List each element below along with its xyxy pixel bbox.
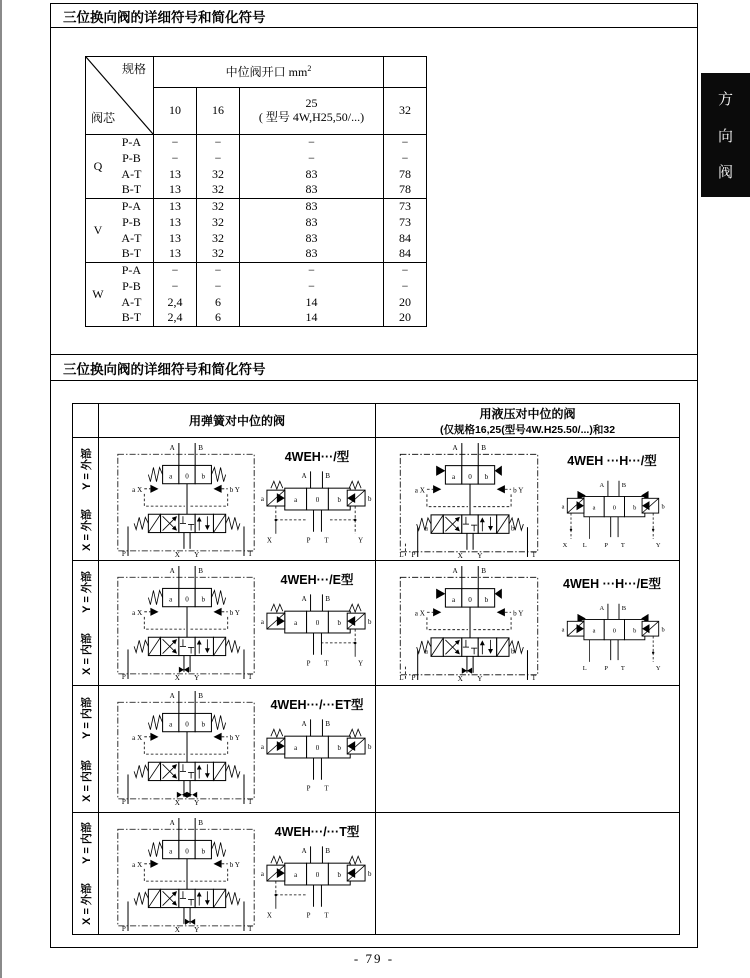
page-number: - 79 - xyxy=(353,951,395,966)
section-title-2-text: 三位换向阀的详细符号和简化符号 xyxy=(63,361,266,377)
cell-value: 6 xyxy=(197,295,240,311)
tab-char-2: 向 xyxy=(717,127,733,145)
tab-char-3: 阀 xyxy=(717,163,733,181)
cell-value: − xyxy=(384,279,427,295)
opening-header-sup: 2 xyxy=(307,64,312,74)
row3-left-model: 4WEH···/···ET型 xyxy=(270,698,364,712)
cell-value: 20 xyxy=(384,295,427,311)
spool-label: A-T xyxy=(121,230,142,245)
corner-spool-label: 阀芯 xyxy=(91,111,116,126)
cell-value: 13 xyxy=(154,215,197,231)
cell-value: − xyxy=(154,263,197,279)
col-header-16: 16 xyxy=(197,88,240,135)
cell-value: − xyxy=(154,151,197,167)
col-header-25-size: 25 xyxy=(305,96,318,111)
cell-value: − xyxy=(197,279,240,295)
group-label-v: V xyxy=(86,199,110,263)
simplified-valve-schematic xyxy=(259,591,373,669)
cell-value: 73 xyxy=(384,215,427,231)
simplified-valve-schematic xyxy=(259,468,373,546)
port-label-y: Y xyxy=(358,660,364,668)
cell-value: 32 xyxy=(197,199,240,215)
group-label-w: W xyxy=(86,263,110,327)
detailed-valve-schematic xyxy=(107,564,265,681)
cell-value: 14 xyxy=(240,311,384,327)
cell-value: 83 xyxy=(240,183,384,199)
port-label-l: L xyxy=(582,665,587,673)
spool-label: P-A xyxy=(110,199,154,215)
cell-value: 83 xyxy=(240,199,384,215)
spool-label: P-A xyxy=(110,263,154,279)
cell-value: 14 xyxy=(240,295,384,311)
diagram-table xyxy=(72,403,680,935)
col-header-10: 10 xyxy=(154,88,197,135)
col-header-25 xyxy=(240,88,384,135)
diagram-header-hydraulic xyxy=(376,404,679,438)
spec-table xyxy=(85,56,427,327)
section-title-2 xyxy=(50,354,698,381)
row4-y-label: Y = 内部 xyxy=(80,822,93,865)
detailed-valve-schematic xyxy=(388,564,550,682)
group-label-q: Q xyxy=(93,158,103,173)
table-row xyxy=(86,279,427,295)
row1-right-model: 4WEH ···H···/型 xyxy=(567,454,657,468)
corner-spec-label: 规格 xyxy=(121,62,146,76)
row2-right-model: 4WEH ···H···/E型 xyxy=(563,577,661,591)
chapter-tab-directional-valve xyxy=(701,73,750,197)
table-row xyxy=(86,151,427,167)
cell-value: − xyxy=(240,279,384,295)
cell-value: 6 xyxy=(197,311,240,327)
opening-header-text: 中位阀开口 mm xyxy=(225,65,308,80)
cell-value: 83 xyxy=(240,247,384,263)
cell-value: − xyxy=(384,151,427,167)
diagram-header-hydraulic-line1: 用液压对中位的阀 xyxy=(479,406,576,421)
row4-x-label: X = 外部 xyxy=(80,882,93,925)
port-label-y: Y xyxy=(655,665,661,673)
port-label-y: Y xyxy=(358,537,364,545)
cell-value: − xyxy=(197,151,240,167)
diagram-header-spacer xyxy=(73,404,99,438)
simplified-valve-schematic xyxy=(554,601,672,673)
cell-value: 20 xyxy=(384,311,427,327)
row4-hydraulic-cell xyxy=(376,813,679,934)
cell-value: 78 xyxy=(384,183,427,199)
table-row xyxy=(86,183,427,199)
cell-value: 32 xyxy=(197,215,240,231)
cell-value: 2,4 xyxy=(154,311,197,327)
cell-value: 84 xyxy=(384,231,427,247)
row3-spring-cell xyxy=(99,686,376,813)
cell-value: − xyxy=(154,279,197,295)
row2-x-label: X = 内部 xyxy=(80,633,93,675)
simplified-valve-schematic xyxy=(259,843,373,921)
opening-header xyxy=(154,57,384,88)
diagram-header-spring xyxy=(99,404,376,438)
cell-value: − xyxy=(197,263,240,279)
spool-label: P-A xyxy=(121,134,142,149)
corner-header-cell xyxy=(86,57,154,135)
row2-y-label: Y = 外部 xyxy=(80,571,93,613)
port-label-x: X xyxy=(266,912,272,920)
table-row xyxy=(86,135,427,151)
port-label-x: X xyxy=(266,537,272,545)
section-title-1-text: 三位换向阀的详细符号和简化符号 xyxy=(63,9,266,25)
col-header-32: 32 xyxy=(384,88,427,135)
row2-spring-cell xyxy=(99,561,376,686)
cell-value: 13 xyxy=(154,231,197,247)
row1-y-label: Y = 外部 xyxy=(80,447,93,490)
spool-label: B-T xyxy=(121,246,142,261)
spool-label: A-T xyxy=(121,166,142,181)
tab-char-1: 方 xyxy=(717,91,733,109)
table-row xyxy=(86,295,427,311)
row3-x-label: X = 内部 xyxy=(80,759,93,802)
table-row xyxy=(86,231,427,247)
spool-label: A-T xyxy=(121,294,142,309)
row3-axis-labels xyxy=(73,686,99,813)
row3-hydraulic-cell xyxy=(376,686,679,813)
row4-left-model: 4WEH···/···T型 xyxy=(274,825,360,839)
row2-axis-labels xyxy=(73,561,99,686)
cell-value: − xyxy=(240,263,384,279)
cell-value: 78 xyxy=(384,167,427,183)
table-row xyxy=(86,215,427,231)
row1-hydraulic-cell xyxy=(376,438,679,561)
cell-value: 84 xyxy=(384,247,427,263)
cell-value: 83 xyxy=(240,231,384,247)
row4-spring-cell xyxy=(99,813,376,934)
cell-value: − xyxy=(384,135,427,151)
detailed-valve-schematic xyxy=(107,816,265,933)
cell-value: 13 xyxy=(154,183,197,199)
table-row xyxy=(86,263,427,279)
cell-value: 32 xyxy=(197,231,240,247)
cell-value: − xyxy=(384,263,427,279)
row1-x-label: X = 外部 xyxy=(80,508,93,551)
diagram-header-spring-text: 用弹簧对中位的阀 xyxy=(188,414,285,428)
section-title-1 xyxy=(50,3,698,28)
row3-y-label: Y = 内部 xyxy=(80,696,93,739)
cell-value: 83 xyxy=(240,167,384,183)
row1-left-model: 4WEH···/型 xyxy=(284,450,350,464)
row1-axis-labels xyxy=(73,438,99,561)
col-header-25-note: ( 型号 4W,H25,50/...) xyxy=(258,110,365,124)
cell-value: 32 xyxy=(197,247,240,263)
simplified-valve-schematic xyxy=(259,716,373,794)
cell-value: − xyxy=(240,151,384,167)
spool-label: B-T xyxy=(121,310,142,325)
diagram-header-hydraulic-line2: (仅规格16,25(型号4W.H25.50/...)和32 xyxy=(439,423,616,436)
table-row xyxy=(86,311,427,327)
port-label-x: X xyxy=(562,542,568,550)
row2-left-model: 4WEH···/E型 xyxy=(280,573,354,587)
cell-value: 73 xyxy=(384,199,427,215)
spool-label: P-B xyxy=(122,150,141,165)
spool-label: P-B xyxy=(122,278,141,293)
port-label-l: L xyxy=(582,542,587,550)
spool-label: P-B xyxy=(122,214,141,229)
detailed-valve-schematic xyxy=(107,441,265,558)
cell-value: 13 xyxy=(154,199,197,215)
cell-value: 83 xyxy=(240,215,384,231)
cell-value: 13 xyxy=(154,247,197,263)
cell-value: 2,4 xyxy=(154,295,197,311)
scan-edge xyxy=(0,0,2,978)
row4-axis-labels xyxy=(73,813,99,934)
cell-value: 13 xyxy=(154,167,197,183)
cell-value: 32 xyxy=(197,167,240,183)
row2-hydraulic-cell xyxy=(376,561,679,686)
port-label-y: Y xyxy=(655,542,661,550)
cell-value: − xyxy=(240,135,384,151)
table-row xyxy=(86,199,427,215)
cell-value: − xyxy=(154,135,197,151)
spool-label: B-T xyxy=(121,182,142,197)
table-row xyxy=(86,167,427,183)
cell-value: 32 xyxy=(197,183,240,199)
table-row xyxy=(86,247,427,263)
row1-spring-cell xyxy=(99,438,376,561)
detailed-valve-schematic xyxy=(388,441,550,559)
detailed-valve-schematic xyxy=(107,689,265,806)
cell-value: − xyxy=(197,135,240,151)
simplified-valve-schematic xyxy=(554,478,672,550)
size32-spacer xyxy=(384,57,427,88)
